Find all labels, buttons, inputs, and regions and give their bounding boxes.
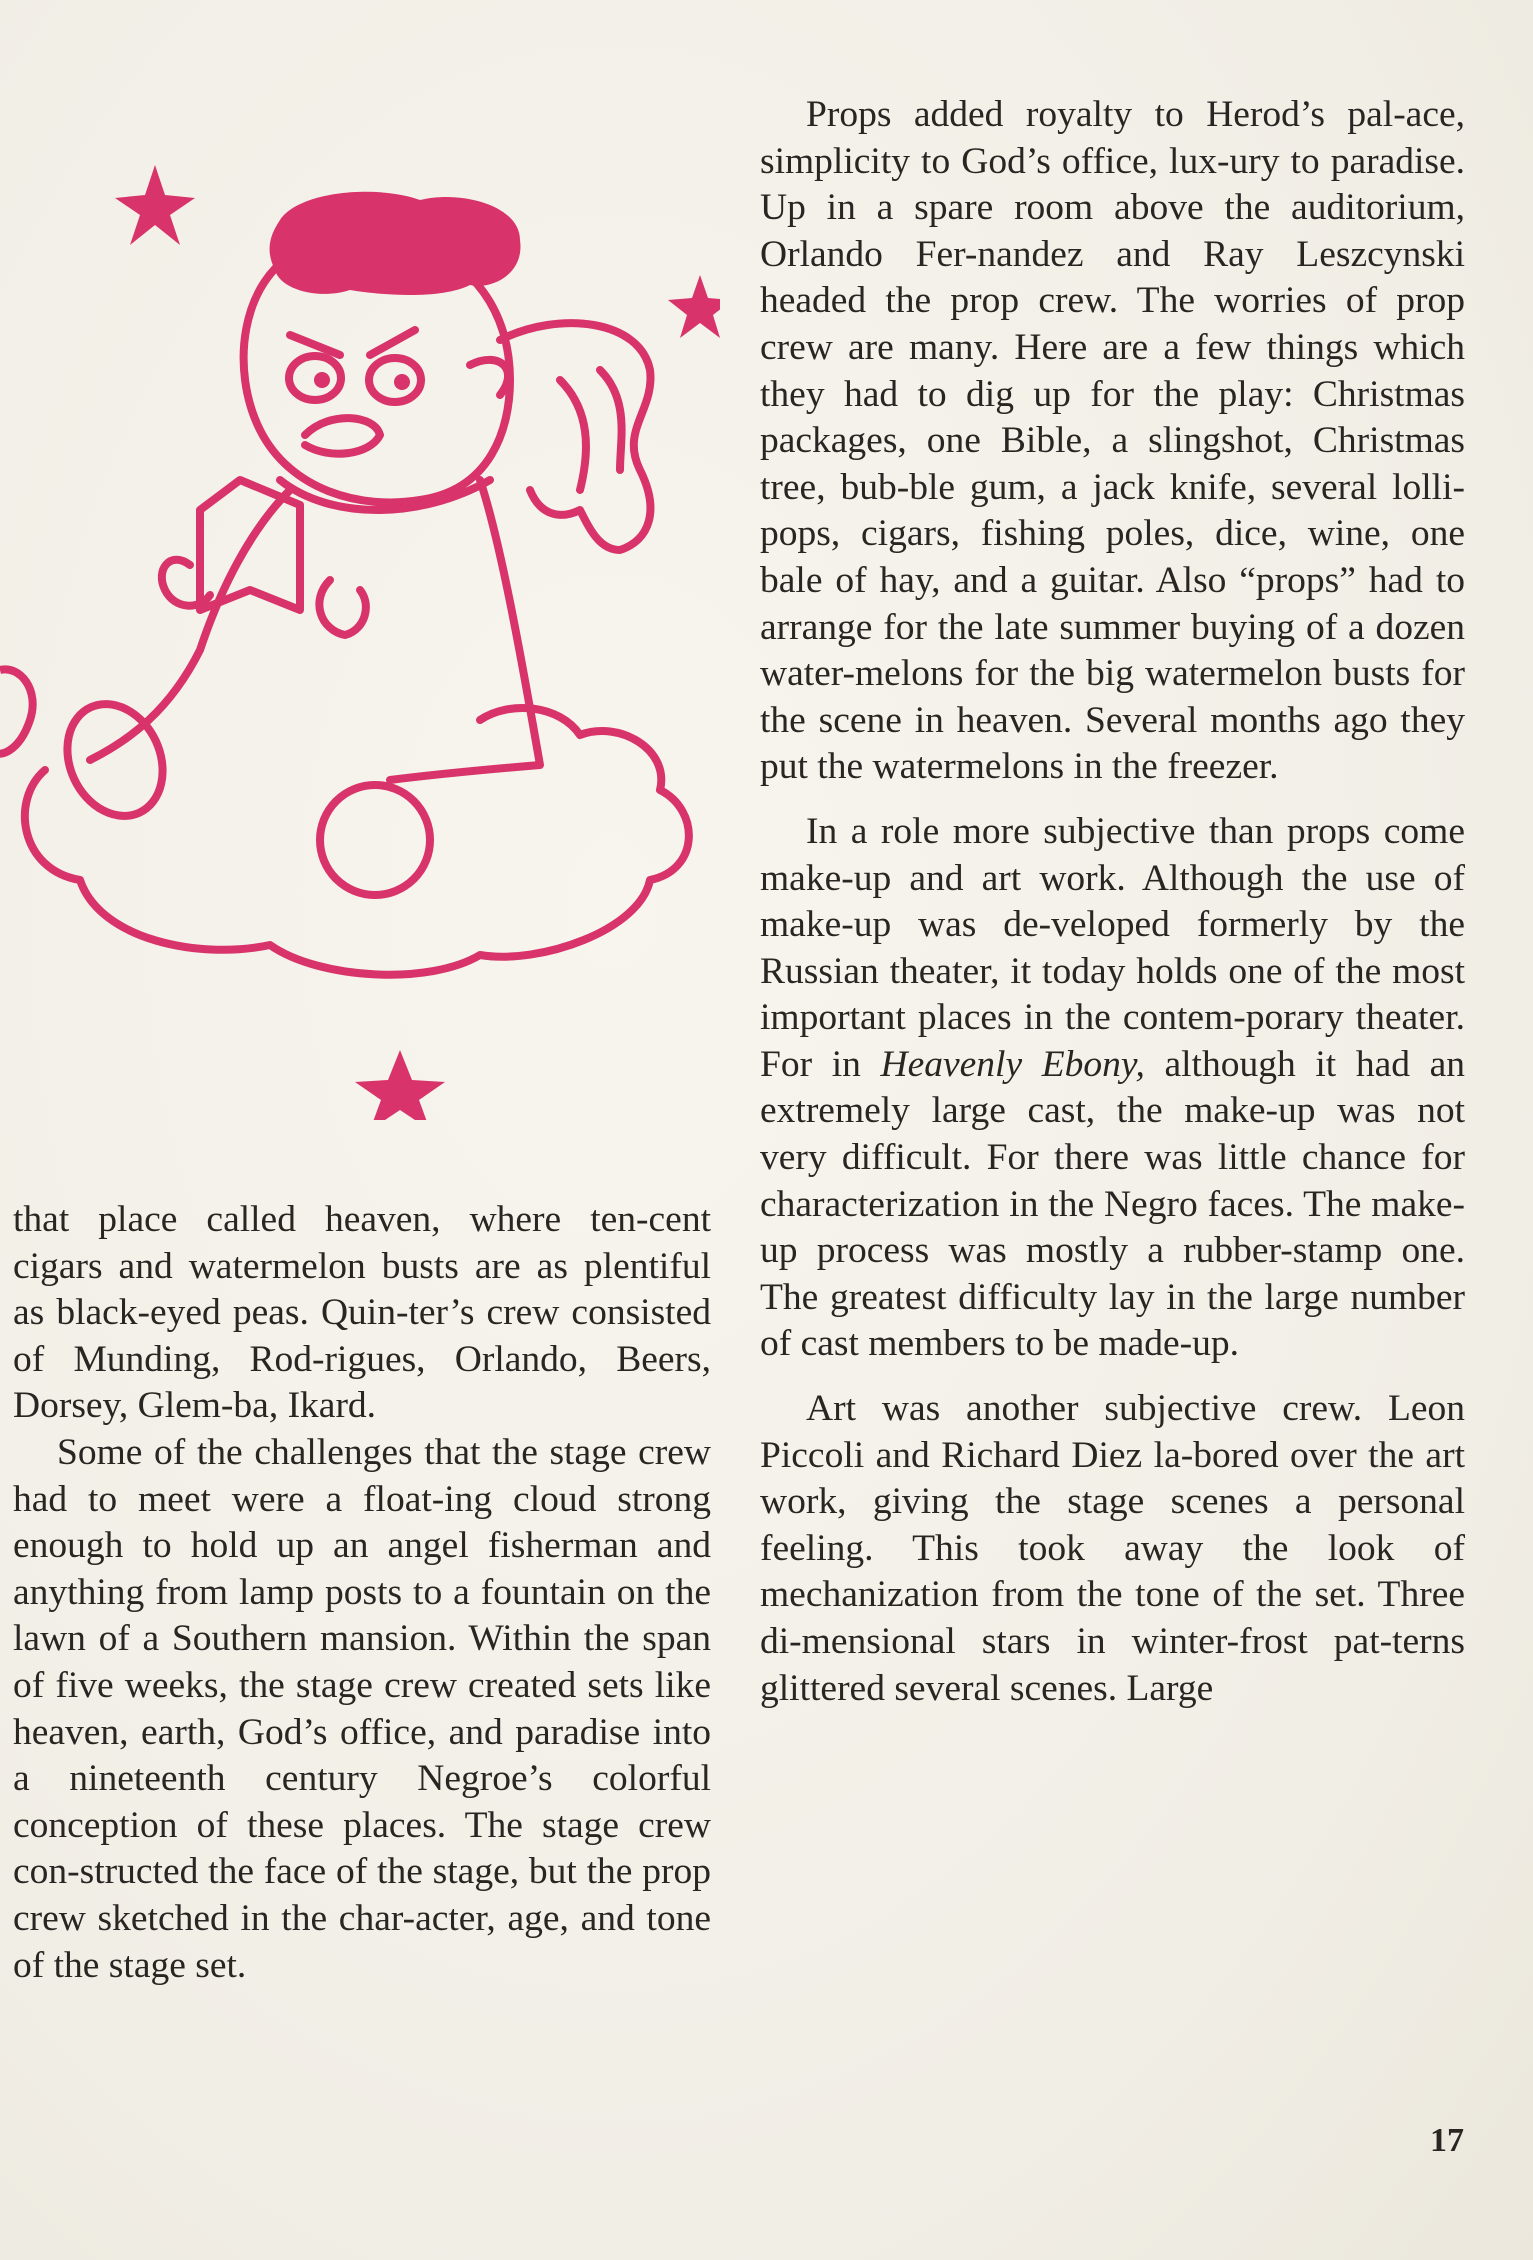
angel-wing-outline xyxy=(500,323,650,550)
right-column xyxy=(760,92,1465,1712)
angel-right-pupil xyxy=(394,374,410,390)
star-icon xyxy=(355,1050,445,1120)
angel-mouth xyxy=(305,418,380,454)
star-icon xyxy=(668,275,720,338)
angel-left-pupil xyxy=(314,372,330,388)
page-number: 17 xyxy=(1430,2122,1464,2159)
angel-ear xyxy=(470,360,508,395)
left-paragraph-1: that place called heaven, where ten-cent cigars and watermelon busts are as plentiful as black-eyed peas. Quin-ter’s crew consisted of Munding, Rod-rigues, Orlando, Beers, Dorsey, Glem-ba, Ikard. xyxy=(13,1199,711,1427)
right-paragraph-makeup xyxy=(760,809,1465,1368)
angel-hand-right xyxy=(319,580,366,635)
angel-right-foot xyxy=(320,785,430,895)
angel-body-outline xyxy=(90,490,290,760)
star-icon xyxy=(115,165,195,245)
angel-drawing xyxy=(0,110,720,1120)
angel-hair xyxy=(270,192,521,295)
angel-wing-detail xyxy=(560,380,586,490)
partial-figure-left-edge xyxy=(0,669,33,753)
left-column xyxy=(13,1197,711,1989)
makeup-text-after: although it had an extremely large cast, the make-up was not very difficult. For there was little chance for characterization in the Negro faces. The make-up process was mostly a rubber-stamp one. The greatest difficulty lay in the large number of cast members to be made-up. xyxy=(760,1043,1466,1365)
left-paragraph-2: Some of the challenges that the stage crew had to meet were a float-ing cloud strong enough to hold up an angel fisherman and anything from lamp posts to a fountain on the lawn of a Southern mansion. Within the span of five weeks, the stage crew created sets like heaven, earth, God’s office, and paradise into a nineteenth century Negroe’s colorful conception of these places. The stage crew con-structed the face of the stage, but the prop crew sketched in the char-acter, age, and tone of the stage set. xyxy=(13,1431,711,1986)
angel-on-cloud-illustration xyxy=(0,110,720,1120)
makeup-text-before: In a role more subjective than props come make-up and art work. Although the use of make-up was de-veloped formerly by the Russian theater, it today holds one of the most important places in the contem-porary theater. For in xyxy=(760,810,1465,1085)
cloud-outline xyxy=(25,708,689,975)
angel-dress-right xyxy=(390,480,540,780)
play-title: Heavenly Ebony, xyxy=(880,1043,1145,1085)
angel-wing-detail-2 xyxy=(600,370,622,470)
right-paragraph-art: Art was another subjective crew. Leon Piccoli and Richard Diez la-bored over the art work, giving the stage scenes a personal feeling. This took away the look of mechanization from the tone of the set. Three di-mensional stars in winter-frost pat-terns glittered several scenes. Large xyxy=(760,1388,1465,1709)
right-paragraph-props: Props added royalty to Herod’s pal-ace, simplicity to God’s office, lux-ury to paradise. Up in a spare room above the auditorium, Orlando Fer-nandez and Ray Leszcynski headed the prop crew. The worries of prop crew are many. Here are a few things which they had to dig up for the play: Christmas packages, one Bible, a slingshot, Christmas tree, bub-ble gum, a jack knife, several lolli-pops, cigars, fishing poles, dice, wine, one bale of hay, and a guitar. Also “props” had to arrange for the late summer buying of a dozen water-melons for the big watermelon busts for the scene in heaven. Several months ago they put the watermelons in the freezer. xyxy=(760,94,1465,788)
angel-right-brow xyxy=(370,330,415,355)
